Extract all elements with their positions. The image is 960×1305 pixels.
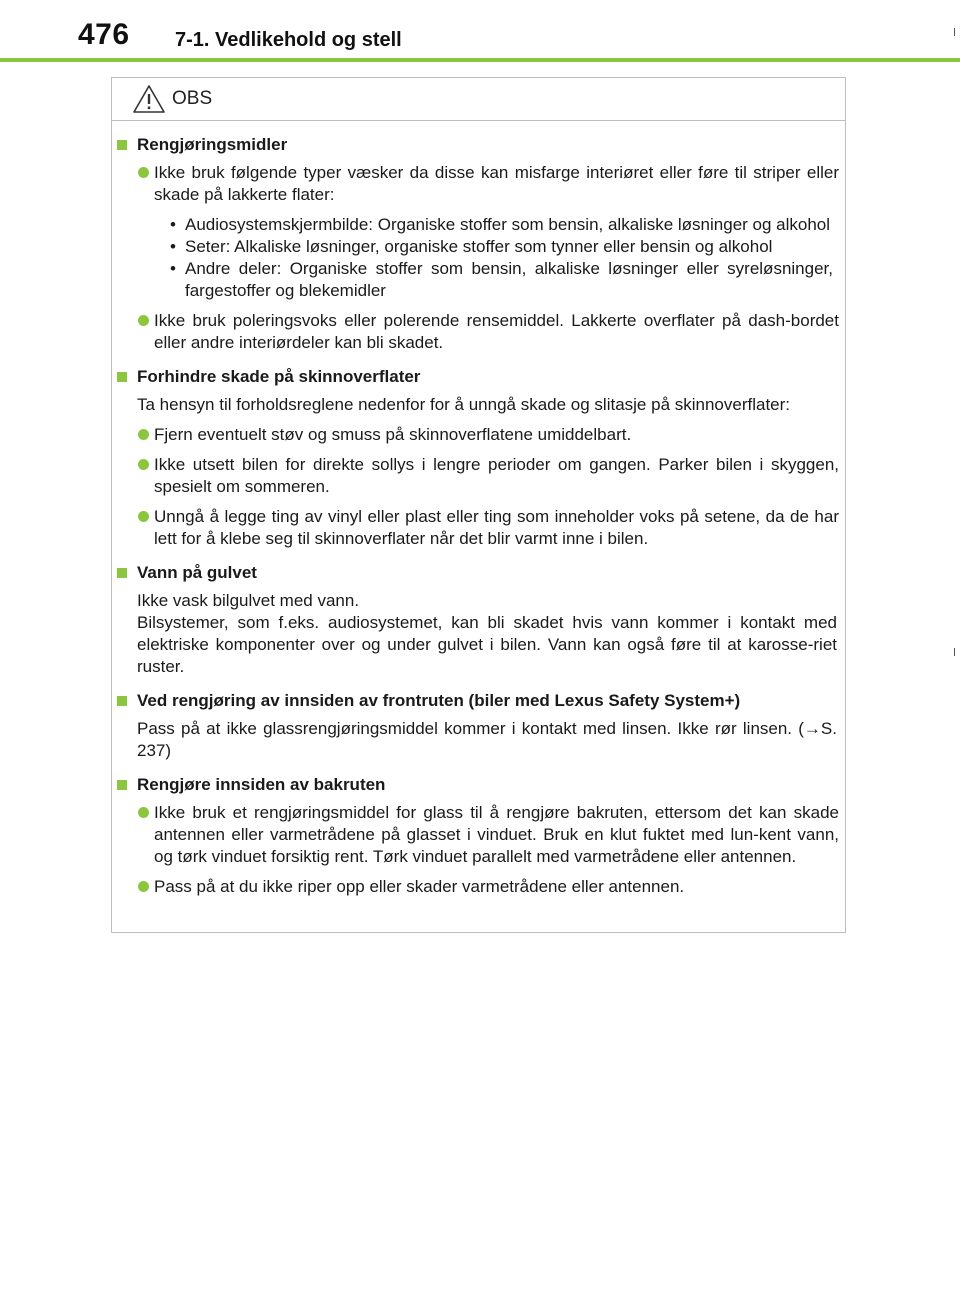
section-heading: Vann på gulvet	[117, 562, 847, 584]
bullet-item: Ikke bruk et rengjøringsmiddel for glass til å rengjøre bakruten, ettersom det kan skade antennen eller varmetrådene på glasset i vinduet. Bruk en klut fuktet med lun-kent vann, og tørk vinduet forsiktig rent. Tørk vinduet parallelt med varmetrådene eller antennen.	[137, 802, 839, 868]
section-text: Pass på at ikke glassrengjøringsmiddel kommer i kontakt med linsen. Ikke rør linsen. (→S. 237)	[137, 719, 837, 760]
margin-tick	[954, 648, 955, 656]
middle-dot-icon: •	[170, 215, 176, 234]
middle-dot-icon: •	[170, 237, 176, 256]
section-title: 7-1. Vedlikehold og stell	[175, 29, 402, 51]
sub-item: • Seter: Alkaliske løsninger, organiske stoffer som tynner eller bensin og alkohol	[170, 237, 773, 256]
square-bullet-icon	[117, 780, 127, 790]
section-heading: Ved rengjøring av innsiden av frontruten (biler med Lexus Safety System+)	[117, 690, 847, 712]
square-bullet-icon	[117, 140, 127, 150]
round-bullet-icon	[138, 807, 149, 818]
section-text: Ikke vask bilgulvet med vann.	[137, 591, 360, 610]
bullet-item: Unngå å legge ting av vinyl eller plast eller ting som inneholder voks på setene, da de har lett for å klebe seg til skinnoverflater når det blir varmt inne i bilen.	[137, 506, 839, 550]
round-bullet-icon	[138, 429, 149, 440]
bullet-item: Fjern eventuelt støv og smuss på skinnoverflatene umiddelbart.	[137, 424, 839, 446]
section-text: Bilsystemer, som f.eks. audiosystemet, kan bli skadet hvis vann kommer i kontakt med elektriske komponenter over og under gulvet i bilen. Vann kan også føre til at karosse-riet ruster.	[137, 613, 837, 676]
middle-dot-icon: •	[170, 259, 176, 278]
round-bullet-icon	[138, 459, 149, 470]
caution-label: OBS	[172, 88, 213, 109]
page-number: 476	[78, 18, 130, 51]
margin-tick	[954, 28, 955, 36]
bullet-item: Pass på at du ikke riper opp eller skader varmetrådene eller antennen.	[137, 876, 839, 898]
page-header	[0, 0, 960, 64]
round-bullet-icon	[138, 511, 149, 522]
bullet-item: Ikke bruk følgende typer væsker da disse kan misfarge interiøret eller føre til striper eller skade på lakkerte flater:	[137, 162, 839, 206]
square-bullet-icon	[117, 372, 127, 382]
section-heading: Forhindre skade på skinnoverflater	[117, 366, 847, 388]
caution-box	[111, 77, 846, 933]
sub-item: • Audiosystemskjermbilde: Organiske stoffer som bensin, alkaliske løsninger og alkohol	[170, 215, 831, 234]
section-text: Ta hensyn til forholdsreglene nedenfor for å unngå skade og slitasje på skinnoverflater:	[137, 395, 791, 414]
section-heading: Rengjøringsmidler	[117, 134, 847, 156]
round-bullet-icon	[138, 315, 149, 326]
square-bullet-icon	[117, 568, 127, 578]
header-divider	[0, 58, 960, 62]
sub-item: • Andre deler: Organiske stoffer som bensin, alkaliske løsninger eller syreløsninger, fargestoffer og blekemidler	[170, 259, 833, 300]
caution-content	[112, 134, 847, 906]
square-bullet-icon	[117, 696, 127, 706]
bullet-item: Ikke bruk poleringsvoks eller polerende rensemiddel. Lakkerte overflater på dash-bordet eller andre interiørdeler kan bli skadet.	[137, 310, 839, 354]
warning-triangle-icon	[132, 84, 166, 114]
bullet-item: Ikke utsett bilen for direkte sollys i lengre perioder om gangen. Parker bilen i skyggen, spesielt om sommeren.	[137, 454, 839, 498]
caution-header	[112, 78, 845, 121]
round-bullet-icon	[138, 881, 149, 892]
round-bullet-icon	[138, 167, 149, 178]
section-heading: Rengjøre innsiden av bakruten	[117, 774, 847, 796]
